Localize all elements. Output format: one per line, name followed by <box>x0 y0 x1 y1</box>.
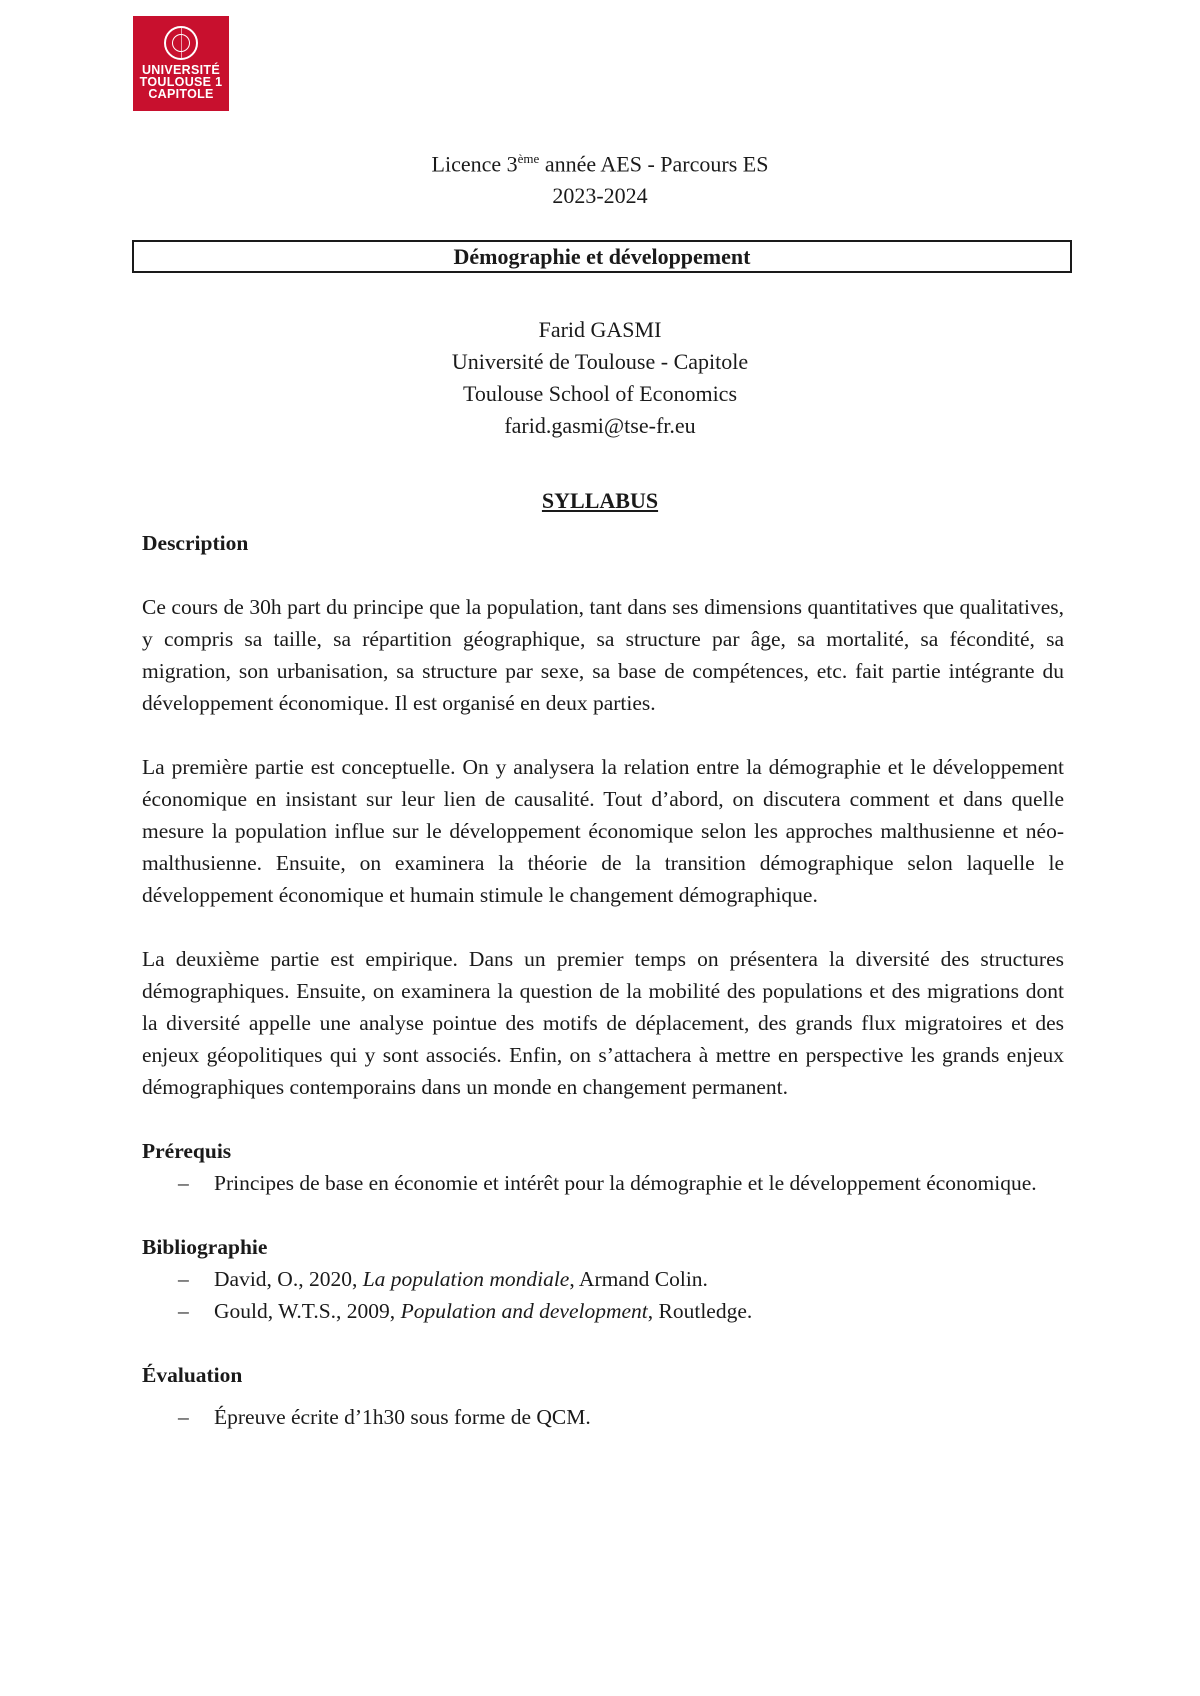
list-item: – Épreuve écrite d’1h30 sous forme de QCM. <box>142 1401 1064 1433</box>
author-email: farid.gasmi@tse-fr.eu <box>504 413 696 438</box>
program-name: Licence 3 <box>431 151 518 177</box>
author-affiliation-2: Toulouse School of Economics <box>462 381 738 406</box>
description-heading: Description <box>142 531 249 555</box>
seal-icon <box>164 26 198 60</box>
author-name: Farid GASMI <box>538 317 662 342</box>
bibliographie-list <box>142 1263 1064 1327</box>
evaluation-heading: Évaluation <box>142 1363 243 1387</box>
bib-author: David, O., 2020, <box>214 1267 363 1291</box>
syllabus-heading: SYLLABUS <box>541 488 659 513</box>
bib-publisher: , Routledge. <box>647 1299 753 1323</box>
program-track: année AES - Parcours ES <box>539 151 769 177</box>
course-title: Démographie et développement <box>132 240 1072 273</box>
list-item: – Principes de base en économie et intérêt pour la démographie et le développement économique. <box>142 1167 1064 1199</box>
logo-line-1: UNIVERSITÉ <box>141 63 220 77</box>
bib-title: La population mondiale <box>362 1267 570 1291</box>
prerequis-heading: Prérequis <box>142 1139 232 1163</box>
author-affiliation-1: Université de Toulouse - Capitole <box>451 349 749 374</box>
list-item <box>142 1263 1064 1295</box>
list-item <box>142 1295 1064 1327</box>
program-line <box>0 143 1200 180</box>
description-paragraph-3: La deuxième partie est empirique. Dans un premier temps on présentera la diversité des structures démographiques. Ensuite, on examinera la question de la mobilité des populations et des migrations dont la diversité appelle une analyse pointue des motifs de déplacement, des grands flux migratoires et des enjeux géopolitiques qui y sont associés. Enfin, on s’attachera à mettre en perspective les grands enjeux démographiques contemporains dans un monde en changement permanent. <box>142 947 1064 1099</box>
description-paragraph-2: La première partie est conceptuelle. On y analysera la relation entre la démographie et le développement économique en insistant sur leur lien de causalité. Tout d’abord, on discutera comment et dans quelle mesure la population influe sur le développement économique selon les approches malthusienne et néo-malthusienne. Ensuite, on examinera la théorie de la transition démographique selon laquelle le développement économique et humain stimule le changement démographique. <box>142 755 1064 907</box>
evaluation-list <box>142 1401 1064 1433</box>
program-superscript: ème <box>517 151 540 166</box>
bib-publisher: , Armand Colin. <box>569 1267 708 1291</box>
prerequis-list <box>142 1167 1064 1199</box>
bibliographie-heading: Bibliographie <box>142 1235 268 1259</box>
bib-author: Gould, W.T.S., 2009, <box>214 1299 401 1323</box>
author-block <box>0 314 1200 442</box>
university-logo <box>133 16 229 111</box>
program-header <box>0 143 1200 212</box>
academic-year: 2023-2024 <box>552 183 648 209</box>
bib-title: Population and development <box>400 1299 648 1323</box>
logo-line-3: CAPITOLE <box>148 87 214 101</box>
syllabus-content <box>142 527 1064 1433</box>
logo-line-2: TOULOUSE 1 <box>139 75 223 89</box>
description-paragraph-1: Ce cours de 30h part du principe que la population, tant dans ses dimensions quantitatives que qualitatives, y compris sa taille, sa répartition géographique, sa structure par âge, sa mortalité, sa fécondité, sa migration, son urbanisation, sa structure par sexe, sa base de compétences, etc. fait partie intégrante du développement économique. Il est organisé en deux parties. <box>142 595 1064 715</box>
